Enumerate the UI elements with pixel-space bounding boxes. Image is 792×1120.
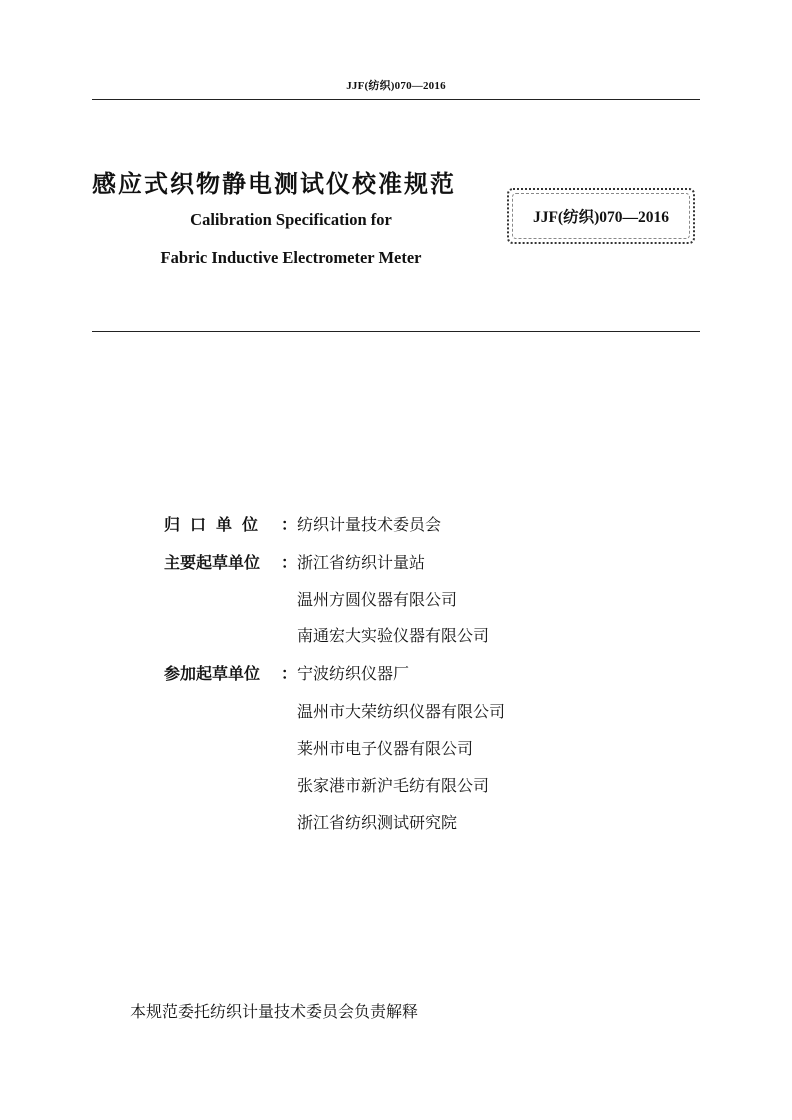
org-value-main-drafting-3: 南通宏大实验仪器有限公司 [297,626,490,645]
standard-code-box [507,188,695,244]
header-rule [92,99,700,100]
org-row-participating-2 [0,699,792,723]
org-value-participating-4: 张家港市新沪毛纺有限公司 [297,776,490,795]
org-row-participating-5 [0,810,792,834]
org-value-participating-1: 宁波纺织仪器厂 [297,664,410,683]
running-header-code: JJF(纺织)070—2016 [346,80,446,92]
org-colon: ： [281,515,298,534]
document-title-chinese: 感应式织物静电测试仪校准规范 [92,170,456,198]
org-row-main-drafting-2 [0,587,792,611]
org-value-participating-3: 莱州市电子仪器有限公司 [297,739,474,758]
org-colon: ： [281,553,298,572]
org-label-responsible: 归口单位 [164,515,269,534]
org-value-participating-2: 温州市大荣纺织仪器有限公司 [297,702,506,721]
document-title-english-line2: Fabric Inductive Electrometer Meter [160,248,422,267]
org-row-participating-3 [0,736,792,760]
org-label-participating: 参加起草单位 [164,664,261,683]
org-colon: ： [281,664,298,683]
org-value-participating-5: 浙江省纺织测试研究院 [297,813,458,832]
org-label-main-drafting: 主要起草单位 [164,553,261,572]
org-row-participating [0,661,792,685]
org-row-main-drafting [0,550,792,574]
org-value-responsible: 纺织计量技术委员会 [297,515,442,534]
org-row-main-drafting-3 [0,623,792,647]
document-title-english-line1: Calibration Specification for [190,210,392,229]
org-value-main-drafting-1: 浙江省纺织计量站 [297,553,426,572]
standard-code: JJF(纺织)070—2016 [532,209,670,226]
org-value-main-drafting-2: 温州方圆仪器有限公司 [297,590,458,609]
interpretation-note: 本规范委托纺织计量技术委员会负责解释 [130,1002,419,1021]
title-divider-rule [92,331,700,332]
org-row-responsible [0,512,792,536]
org-row-participating-4 [0,773,792,797]
